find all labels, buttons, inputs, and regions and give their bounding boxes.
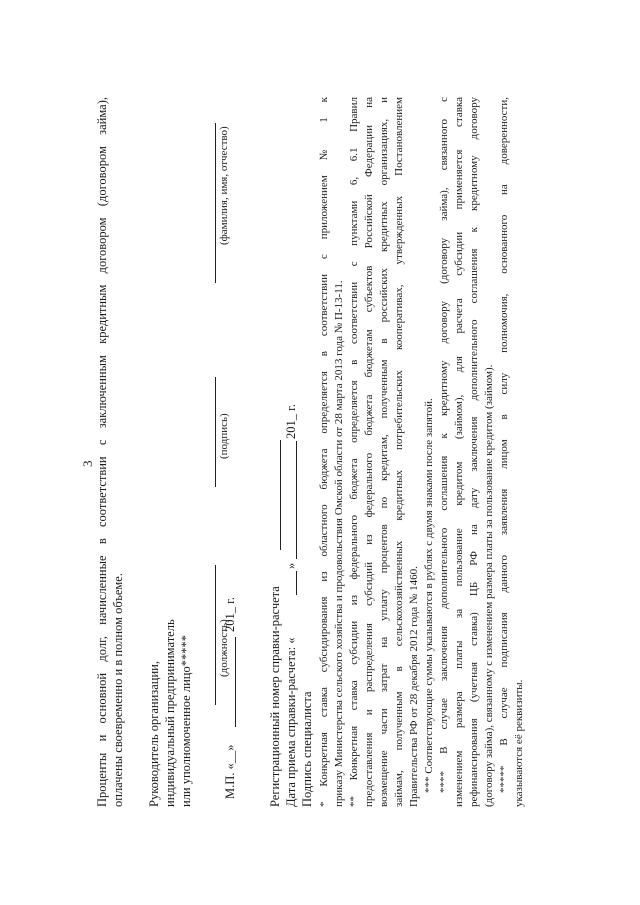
- signature-year: 201_ г.: [223, 597, 237, 632]
- footnote-line: возмещение части затрат на уплату процентов по кредитам, полученным в российских кредитных организациях, и: [378, 97, 390, 807]
- intro-line-2: оплачены своевременно и в полном объеме.: [111, 573, 125, 807]
- footnote-line: ** Конкретная ставка субсидии из федерального бюджета определяется в соответствии с пунктами 6, 6.1 Правил: [348, 97, 360, 807]
- page-number: 3: [80, 460, 95, 467]
- footnote-line: **** В случае заключения дополнительного соглашения к кредитному договору (договору займа), связанного с: [438, 97, 450, 793]
- date-received-mid: »: [284, 562, 298, 569]
- caption-position: (должность): [218, 619, 230, 677]
- caption-name: (фамилия, имя, отчество): [218, 126, 230, 245]
- footnote-line: Правительства РФ от 28 декабря 2012 года № 1460.: [408, 566, 420, 807]
- footnote-line: предоставления и распределения субсидий из федерального бюджета бюджетам субъектов Российской Федерации на: [363, 97, 375, 807]
- head-title-2: индивидуальный предприниматель: [163, 619, 177, 807]
- date-received-label: Дата приема справки-расчета: «: [284, 637, 298, 807]
- date-month-line: [296, 441, 297, 559]
- specialist-signature-label: Подпись специалиста: [300, 691, 314, 807]
- footnote-line: (договору займа), связанному с изменением размера платы за пользование кредитом (займом).: [483, 364, 495, 807]
- caption-signature: (подпись): [218, 413, 230, 459]
- footnote-line: *** Соответствующие суммы указываются в рублях с двумя знаками после запятой.: [423, 398, 435, 793]
- date-day-line: [296, 571, 297, 595]
- footnote-line: займам, полученным в сельскохозяйственных кредитных потребительских кооперативах, утвержденных Постановлением: [393, 97, 405, 807]
- mp-date-prefix: М.П. «__»: [223, 744, 237, 799]
- intro-line-1: Проценты и основной долг, начисленные в соответствии с заключенным кредитным договором (договором займа),: [95, 97, 109, 807]
- footnote-line: указываются её реквизиты.: [513, 679, 525, 807]
- footnote-line: ***** В случае подписания данного заявления лицом в силу полномочия, основанного на доверенности,: [498, 97, 510, 793]
- head-title-1: Руководитель организации,: [147, 661, 161, 807]
- footnote-line: * Конкретная ставка субсидирования из областного бюджета определяется в соответствии с приложением № 1 к: [318, 97, 330, 807]
- footnote-line: изменением размера платы за пользование кредитом (займом), для расчета субсидии применяется ставка: [453, 97, 465, 807]
- footnote-line: рефинансирования (учетная ставка) ЦБ РФ на дату заключения дополнительного соглашения к кредитному договору: [468, 97, 480, 807]
- date-received-year: 201_ г.: [284, 404, 298, 439]
- registration-number-line: [280, 440, 281, 550]
- position-line: [215, 565, 216, 705]
- month-line: [235, 637, 236, 727]
- footnote-line: приказу Министерства сельского хозяйства и продовольствия Омской области от 28 марта 2013 года № П-13-11.: [333, 280, 345, 807]
- signature-line: [215, 377, 216, 487]
- head-title-3: или уполномоченное лицо*****: [179, 635, 193, 807]
- registration-number-label: Регистрационный номер справки-расчета: [268, 586, 282, 807]
- name-line: [215, 123, 216, 283]
